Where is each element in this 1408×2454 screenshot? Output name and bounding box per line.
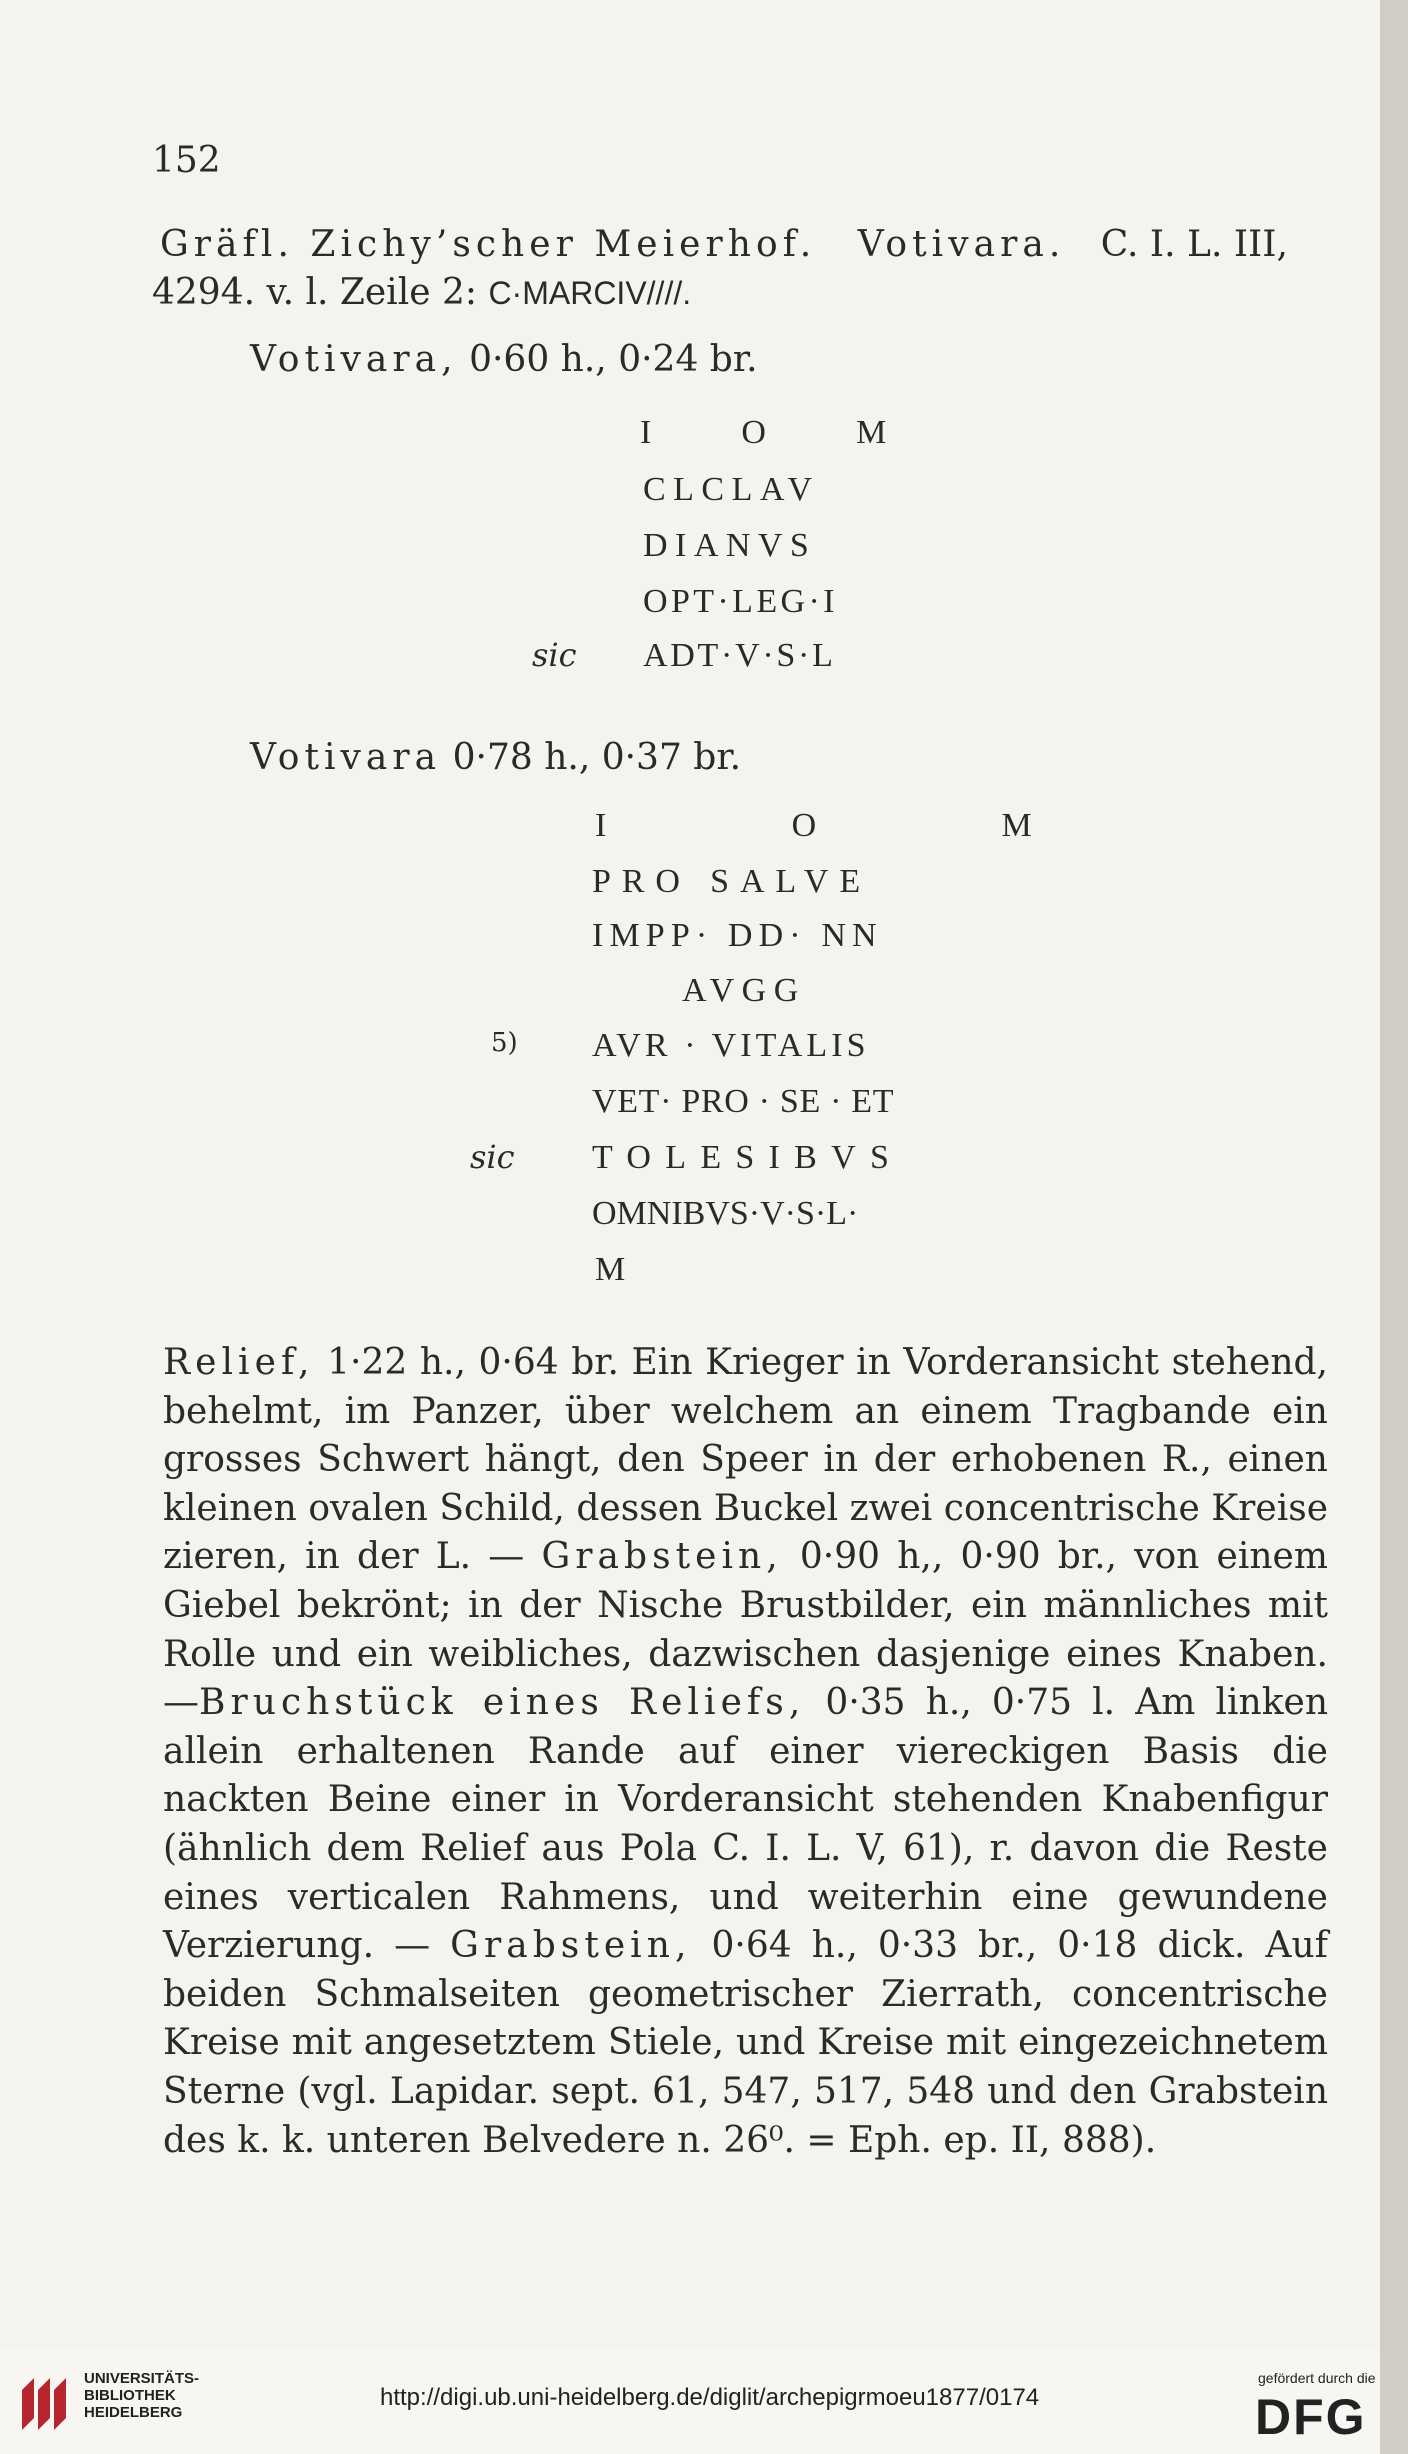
header-line-2	[152, 272, 691, 313]
page-edge	[1380, 0, 1408, 2454]
header-reference: C. I. L. III,	[1100, 224, 1288, 265]
altar1-line-2: CLCLAV	[643, 471, 820, 508]
altar1-line-3: DIANVS	[643, 527, 817, 564]
altar2-line-1: I O M	[595, 807, 1121, 844]
altar2-line-2: PRO SALVE	[592, 863, 871, 900]
altar2-line-8: OMNIBVS·V·S·L·	[592, 1195, 859, 1232]
altar2-heading	[250, 737, 741, 778]
altar1-line-5: ADT·V·S·L	[643, 637, 836, 674]
dfg-logo: DFG	[1255, 2389, 1367, 2445]
description-paragraph	[163, 1339, 1328, 2165]
header-zeile-caps: C·MARCIV////.	[488, 275, 692, 311]
altar1-line-1: I O M	[640, 414, 928, 451]
altar2-line-3: IMPP· DD· NN	[592, 917, 883, 954]
term-grabstein-2: Grabstein,	[450, 1925, 692, 1967]
altar1-heading	[250, 339, 758, 380]
altar1-heading-label: Votivara,	[250, 339, 458, 380]
funded-by-label: gefördert durch die	[1258, 2370, 1376, 2386]
altar1-line-4: OPT·LEG·I	[643, 583, 838, 620]
altar2-line-number: 5)	[491, 1028, 518, 1058]
altar2-sic-label: sic	[470, 1138, 515, 1176]
page-number: 152	[152, 140, 221, 181]
altar2-line-6: VET· PRO · SE · ET	[592, 1083, 895, 1120]
bruchstueck-text: 0·35 h., 0·75 l. Am linken allein erhaltenen Rande auf einer viereckigen Basis die nackten Beine einer in Vorderansicht stehenden Knabenfigur (ähnlich dem Relief aus Pola C. I. L. V, 61), r. davon die Reste eines verticalen Rahmens, und weiterhin eine gewundene Verzierung. —	[163, 1682, 1328, 1967]
library-logo-icon	[16, 2368, 74, 2442]
altar2-line-4: AVGG	[682, 972, 806, 1009]
header-line-1	[160, 224, 1288, 265]
altar1-heading-dims: 0·60 h., 0·24 br.	[469, 339, 758, 380]
source-url-link[interactable]: http://digi.ub.uni-heidelberg.de/diglit/archepigrmoeu1877/0174	[380, 2384, 1040, 2411]
altar2-line-5: AVR · VITALIS	[592, 1027, 870, 1064]
term-bruchstueck: Bruchstück eines Reliefs,	[199, 1682, 806, 1724]
footer-bar	[0, 2348, 1380, 2454]
term-relief: Relief,	[163, 1342, 315, 1383]
altar2-heading-dims: 0·78 h., 0·37 br.	[452, 737, 742, 778]
term-grabstein-1: Grabstein,	[541, 1536, 783, 1578]
header-location: Gräfl. Zichy’scher Meierhof.	[160, 224, 817, 265]
altar2-heading-label: Votivara	[250, 737, 442, 778]
altar2-line-7: TOLESIBVS	[592, 1139, 904, 1176]
header-zeile: 4294. v. l. Zeile 2:	[152, 272, 477, 313]
altar2-line-9: M	[595, 1251, 633, 1288]
header-votivara: Votivara.	[857, 224, 1066, 265]
altar1-sic-label: sic	[532, 636, 577, 674]
library-name-line-2: BIBLIOTHEK	[84, 2387, 176, 2404]
library-name-line-3: HEIDELBERG	[84, 2404, 183, 2421]
library-name	[84, 2370, 199, 2421]
library-name-line-1: UNIVERSITÄTS-	[84, 2370, 200, 2387]
grabstein-1-text: 0·90 h,, 0·90 br., von einem Giebel bekrönt; in der Nische Brustbilder, ein männliches mit Rolle und ein weibliches, dazwischen dasjenige eines Knaben. —	[163, 1536, 1328, 1724]
grabstein-2-text: 0·64 h., 0·33 br., 0·18 dick. Auf beiden Schmalseiten geometrischer Zierrath, concentrische Kreise mit angesetztem Stiele, und Kreise mit eingezeichnetem Sterne (vgl. Lapidar. sept. 61, 547, 517, 548 und den Grabstein des k. k. unteren Belvedere n. 26⁰. = Eph. ep. II, 888).	[163, 1925, 1328, 2161]
relief-text: 1·22 h., 0·64 br. Ein Krieger in Vorderansicht stehend, behelmt, im Panzer, über welchem an einem Tragbande ein grosses Schwert hängt, den Speer in der erhobenen R., einen kleinen ovalen Schild, dessen Buckel zwei concentrische Kreise zieren, in der L. —	[163, 1342, 1328, 1578]
